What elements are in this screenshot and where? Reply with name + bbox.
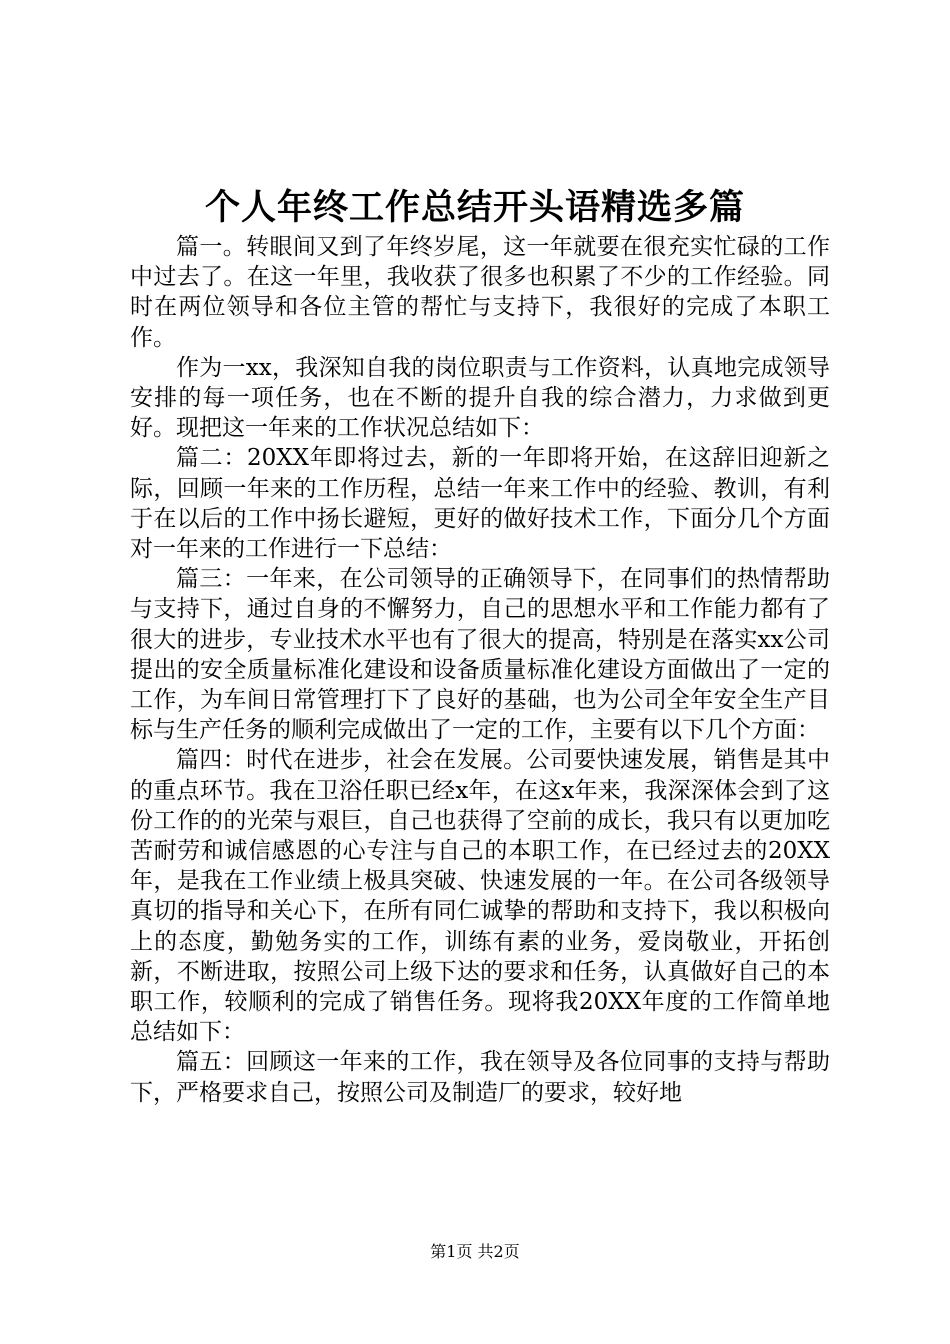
document-body xyxy=(130,232,830,1108)
paragraph-section-3: 篇三：一年来，在公司领导的正确领导下，在同事们的热情帮助与支持下，通过自身的不懈努力，自己的思想水平和工作能力都有了很大的进步，专业技术水平也有了很大的提高，特别是在落实xx公司提出的安全质量标准化建设和设备质量标准化建设方面做出了一定的工作，为车间日常管理打下了良好的基础，也为公司全年安全生产目标与生产任务的顺利完成做出了一定的工作，主要有以下几个方面： xyxy=(130,566,830,744)
paragraph-section-4: 篇四：时代在进步，社会在发展。公司要快速发展，销售是其中的重点环节。我在卫浴任职已经x年，在这x年来，我深深体会到了这份工作的的光荣与艰巨，自己也获得了空前的成长，我只有以更加吃苦耐劳和诚信感恩的心专注与自己的本职工作，在已经过去的20XX年，是我在工作业绩上极具突破、快速发展的一年。在公司各级领导真切的指导和关心下，在所有同仁诚挚的帮助和支持下，我以积极向上的态度，勤勉务实的工作，训练有素的业务，爱岗敬业，开拓创新，不断进取，按照公司上级下达的要求和任务，认真做好自己的本职工作，较顺利的完成了销售任务。现将我20XX年度的工作简单地总结如下： xyxy=(130,747,830,1046)
paragraph-section-2: 篇二：20XX年即将过去，新的一年即将开始，在这辞旧迎新之际，回顾一年来的工作历程，总结一年来工作中的经验、教训，有利于在以后的工作中扬长避短，更好的做好技术工作，下面分几个方面对一年来的工作进行一下总结： xyxy=(130,445,830,563)
document-title: 个人年终工作总结开头语精选多篇 xyxy=(204,187,745,228)
paragraph-intro-2: 作为一xx，我深知自我的岗位职责与工作资料，认真地完成领导安排的每一项任务，也在不断的提升自我的综合潜力，力求做到更好。现把这一年来的工作状况总结如下： xyxy=(130,354,830,442)
page-number: 第1页 共2页 xyxy=(430,1242,520,1261)
paragraph-intro-1: 篇一。转眼间又到了年终岁尾，这一年就要在很充实忙碌的工作中过去了。在这一年里，我收获了很多也积累了不少的工作经验。同时在两位领导和各位主管的帮忙与支持下，我很好的完成了本职工作。 xyxy=(130,234,830,351)
paragraph-section-5: 篇五：回顾这一年来的工作，我在领导及各位同事的支持与帮助下，严格要求自己，按照公司及制造厂的要求，较好地 xyxy=(130,1049,830,1106)
